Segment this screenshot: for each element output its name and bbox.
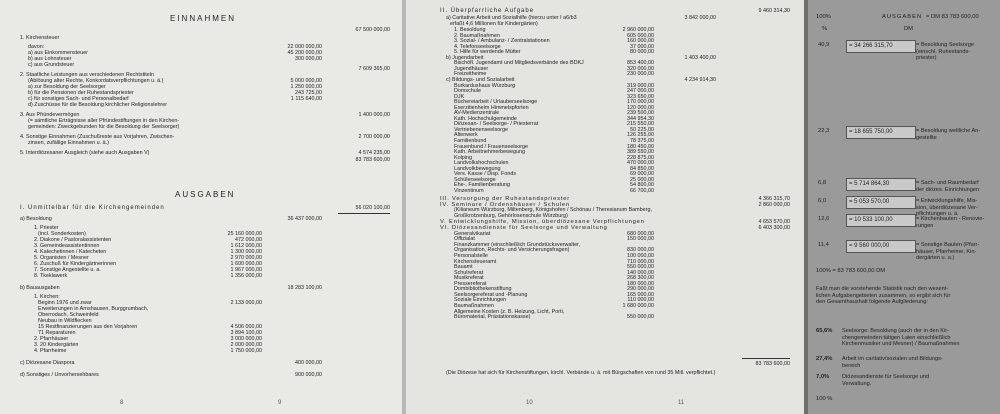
detail-item: Kath. Arbeitnehmerbewegung [454,149,526,156]
summary-intro: Faßt man die vorstehende Statistik nach den wesent- lichen Aufgabengebieten zusammen, so ergibt sich für den Gesamthaushalt folgende Aufgliederung: [816,286,951,306]
section-head-III: III. Versorgung der Ruhestandspriester [440,195,570,202]
detail-item: Exerzitienheim Himmelspforten [454,104,529,111]
detail-item: 2. Baumaßnahmen [454,32,500,39]
expense-line: 1. Priester [34,225,59,231]
detail-item: Jugendhäuser [454,65,489,72]
detail-item: Organisation, Rechts- und Versicherungsfragen) [454,247,570,254]
expense-line: 4. Pfarrheime [34,348,67,354]
income-amount: 300 000,00 [295,56,322,62]
detail-amount: 50 225,00 [630,126,654,133]
expense-amount: 1 300 000,00 [230,249,262,255]
expense-head: I. Unmittelbar für die Kirchengemeinden [20,205,165,211]
detail-item: Vinzentinum [454,187,484,194]
expense-amount: 3 000 000,00 [230,336,262,342]
income-group-total: 1 400 000,00 [358,112,390,118]
detail-item: Seelsorgereferat und -Planung [454,291,528,298]
income-line: (Ablösung alter Rechte, Konkordatsverpflichtungen u. ä.) [28,78,164,84]
detail-item: Domschule [454,88,481,95]
detail-item: Familienbund [454,138,487,144]
detail-amount: 54 800,00 [630,182,654,189]
detail-item: 1. Besoldung [454,27,486,33]
income-line: davon: [28,44,45,50]
detail-amount: 150 000,00 [627,236,654,243]
col-pct: % [822,26,828,32]
share-amount-box: = 5 053 570,00 [846,196,916,209]
page-expense-detail [406,0,804,414]
expense-total: 56 020 100,00 [355,205,390,211]
expense-line: Oberrodach, Schweinfeld [38,312,99,318]
share-label: = Besoldung weltliche An- gestellte [916,128,981,141]
section-head-IV: IV. Seminare / Ordenshäuser / Schulen [440,201,570,208]
detail-amount: 320 000,00 [627,65,654,72]
income-line: a) zur Besoldung der Seelsorger [28,84,106,90]
expense-line: Neubau in Wildflecken [38,318,92,324]
detail-item: Soziale Einrichtungen [454,297,507,304]
detail-item: Frauenbund / Frauenseelsorge [454,143,529,150]
detail-amount: 2 960 000,00 [622,27,654,33]
expense-subtotal: 900 000,00 [295,372,322,378]
expense-line: 2. Diakone / Pastoralassistenten [34,237,112,243]
expense-title: AUSGABEN [175,190,236,199]
detail-amount: 268 300,00 [627,275,654,282]
income-group-total: 4 574 235,00 [358,150,390,156]
detail-amount: 550 000,00 [627,264,654,271]
income-amount: 45 200 000,00 [287,50,322,56]
page-number: 8 [120,400,124,406]
detail-amount: 323 650,00 [627,93,654,100]
share-percent: 11,4 [818,242,829,248]
section-head-VI: VI. Diözesandienste für Seelsorge und Verwaltung [440,225,608,232]
detail-item: Burkardushaus Würzburg [454,82,516,89]
detail-amount: 170 000,00 [627,99,654,106]
income-amount: 243 725,00 [295,90,322,96]
section-IV-detail: Großkrotzenburg, Gehörlosenschule Würzburg) [454,212,568,219]
subsection-b: b) Jugendarbeit [446,54,484,61]
expense-line: 15 Restfinanzierungen aus den Vorjahren [38,324,138,330]
page-summary [808,0,1000,414]
grand-total: 83 783 600,00 [755,361,790,367]
page-number: 10 [526,400,533,406]
expense-line: b) Bauausgaben [20,285,60,291]
detail-amount: 1 680 000,00 [622,302,654,309]
expense-line: 4. Katechetinnen / Katecheten [34,249,107,255]
expense-subtotal: 36 437 000,00 [287,216,322,222]
detail-item: Offizialat [454,236,475,243]
income-group-total: 7 609 365,00 [358,66,390,72]
expense-subtotal: 400 000,00 [295,360,322,366]
detail-amount: 126 255,00 [627,132,654,139]
expense-line: a) Besoldung [20,216,52,222]
expense-line: 3. 20 Kindergärten [34,342,79,348]
detail-amount: 66 700,00 [630,187,654,194]
detail-amount: 853 400,00 [627,60,654,67]
income-title: EINNAHMEN [170,14,237,23]
expense-line: d) Sonstiges / Unvorhersehbares [20,372,99,378]
detail-amount: 247 000,00 [627,88,654,95]
expense-line: 7. Sonstige Angestellte u. a. [34,267,101,273]
detail-item: Personalstelle [454,253,488,259]
sum-rule [742,358,790,359]
income-total: 67 500 000,00 [355,27,390,33]
detail-item: AV-Medienzentrale [454,110,500,117]
detail-amount: 84 850,00 [630,165,654,172]
income-amount: 5 000 000,00 [290,78,322,84]
expense-line: 2. Pfarrhäuser [34,336,69,342]
expense-amount: 1 750 000,00 [230,348,262,354]
income-line: a) aus Einkommensteuer [28,50,88,56]
share-label: = Entwicklungshilfe, Mis- sion, überdiözesane Ver- pflichtungen u. ä. [916,198,978,218]
detail-item: Landvolkshochschulen [454,160,509,167]
detail-amount: 550 000,00 [627,314,654,321]
detail-amount: 470 000,00 [627,160,654,167]
expense-line: c) Diözesane Diaspora [20,360,75,366]
detail-amount: 78 375,00 [630,138,654,144]
expense-amount: 1 967 000,00 [230,267,262,273]
detail-amount: 100 000,00 [627,253,654,259]
detail-amount: 25 000,00 [630,176,654,183]
detail-item: Schulreferat [454,269,484,276]
detail-amount: 228 875,00 [627,154,654,161]
expense-amount: 2 970 000,00 [230,255,262,261]
detail-item: Vers. Kasse / Disp. Fonds [454,171,517,178]
expense-subtotal: 18 283 100,00 [287,285,322,291]
detail-amount: 319 000,00 [627,82,654,89]
expense-amount: 3 894 100,00 [230,330,262,336]
sum-rule [338,213,390,214]
income-amount: 22 000 000,00 [287,44,322,50]
income-amount: 1 250 000,00 [290,84,322,90]
detail-amount: 830 000,00 [627,247,654,254]
income-line: 5. Interdiözesaner Ausgleich (siehe auch Ausgaben V) [20,150,150,156]
expense-amount: 1 612 000,00 [230,243,262,249]
income-line: 2. Staatliche Leistungen aus verschiedenen Rechtstiteln [20,72,154,78]
income-group-total: 83 783 600,00 [355,157,390,163]
detail-item: Musikreferat [454,275,484,282]
detail-item: Freizeitheime [454,71,487,78]
summary-percent: 65,6% [816,328,833,334]
expense-amount: 1 600 000,00 [230,261,262,267]
expense-line: (incl. Sonderkosten) [38,231,86,237]
detail-item: Kolping [454,154,472,161]
section-total-V: 4 653 570,00 [758,219,790,226]
expense-amount: 1 356 000,00 [230,273,262,279]
share-percent: 6,8 [818,180,827,186]
detail-amount: 344 954,30 [627,115,654,122]
summary-percent: 7,0% [816,374,830,380]
share-label: = Sach- und Raumbedarf der diözes. Einrichtungen [916,180,980,193]
detail-amount: 605 000,00 [627,32,654,39]
subsection-a-note: erfaßt 4,6 Millionen für Kindergärten) [450,21,538,27]
section-total-III: 4 366 315,70 [758,195,790,202]
header-pct: 100% [816,14,831,20]
income-line: 3. Aus Pfründevermögen [20,112,80,118]
detail-item: 3. Sozial- / Ambulanz- / Zentralstationen [454,38,550,45]
expense-line: Erweiterungen in Arnshausen, Burggrumbach, [38,306,149,312]
share-percent: 6,0 [818,198,827,204]
detail-item: 4. Telefonseelsorge [454,43,501,50]
section-total-IV: 2 860 000,00 [758,201,790,208]
detail-amount: 230 000,00 [627,71,654,78]
expense-amount: 472 000,00 [235,237,262,243]
expense-line: 71 Reparaturen [38,330,76,336]
share-percent: 22,3 [818,128,830,134]
income-line: gemeinden: Zweckgebunden für die Besoldung der Seelsorger) [28,124,180,130]
page-income-expense [0,0,402,414]
detail-item: Büchereiarbeit / Urlauberseelsorge [454,99,538,106]
detail-amount: 110 000,00 [627,297,654,304]
expense-line: 5. Organisten / Mesner [34,255,89,261]
share-label: = Besoldung Seelsorge (einschl. Ruhestands- priester) [916,42,974,62]
summary-text: Diözesandienste für Seelsorge und Verwaltung. [842,374,930,387]
detail-amount: 710 000,00 [627,258,654,265]
income-line: c) für sonstiges Sach- und Personalbedarf [28,96,129,102]
subsection-c: c) Bildungs- und Sozialarbeit [446,76,515,83]
detail-amount: 680 000,00 [627,230,654,237]
section-head-V: V. Entwicklungshilfe, Mission, überdiözesane Verpflichtungen [440,219,645,226]
detail-item: Generalvikariat [454,230,491,237]
subsection-a: a) Caritative Arbeit und Sozialhilfe (hierzu unter I a6/b3 [446,15,577,21]
detail-item: Bauamt [454,264,473,271]
expense-line: 8. Tkeklawerk [34,273,68,279]
expense-amount: 2 000 000,00 [230,342,262,348]
detail-amount: 120 000,00 [627,104,654,111]
detail-amount: 290 000,00 [627,286,654,293]
expense-line: 1. Kirchen: [34,294,60,300]
detail-amount: 37 000,00 [630,43,654,50]
share-percent: 12,6 [818,216,830,222]
expense-amount: 2 133 000,00 [230,300,262,306]
share-percent: 40,9 [818,42,830,48]
detail-item: Allgemeine Kosten (z. B. Heizung, Licht, Porti, [454,308,565,315]
footnote: (Die Diözese hat sich für Kirchenstiftungen, kirchl. Verbände u. ä. mit Bürgschaften von rund 35 Mill. verpflichtet.) [446,370,716,376]
section-total-VI: 6 403 300,00 [758,225,790,232]
income-line: zinsen, zufällige Einnahmen u. ä.) [28,140,109,146]
subsection-b-total: 1 403 400,00 [684,54,716,61]
detail-amount: 180 000,00 [627,280,654,287]
section-total-II: 9 460 314,30 [758,8,790,14]
detail-item: Vertriebenenseelsorge [454,126,508,133]
page-number: 11 [678,400,685,406]
share-label: = Kirchenbauten - Renovie- rungen [916,216,985,229]
subsection-a-total: 3 842 000,00 [684,15,716,21]
expense-amount: 4 506 000,00 [230,324,262,330]
subsection-c-total: 4 234 914,30 [684,76,716,83]
expense-line: 3. Gemeindeassistentinnen [34,243,100,249]
detail-amount: 160 000,00 [627,38,654,45]
sum-end: 100 % [816,396,833,402]
share-label: = Sonstige Bauten (Pfarr- häuser, Pfarrheime, Kin- dergärten u. a.) [916,242,980,262]
share-amount-box: = 10 533 100,00 [846,214,916,227]
section-IV-detail: (Kilianeum Würzburg, Miltenberg, Königshofen / Schönau / Theresianum Bamberg, [454,207,652,214]
detail-item: Diözesan- / Seelsorge- / Priesterrat [454,121,539,128]
expense-amount: 25 160 000,00 [227,231,262,237]
detail-amount: 215 550,00 [627,121,654,128]
detail-item: 5. Hilfe für werdende Mütter [454,49,521,56]
col-dm: DM [904,26,914,32]
summary-text: Seelsorge: Besoldung (auch der in den Kir- chengemeinden tätigen Laien einschließlich Kirchenmusiker und Mesner) / Baumaßnahmen [842,328,960,348]
detail-amount: 140 000,00 [627,269,654,276]
detail-item: Bischöfl. Jugendamt und Mitgliedsverbände des BDKJ [454,60,584,67]
detail-item: Finanzkammer (einschließlich Grundstücksverwalter, [454,241,581,248]
detail-item: DJK [454,93,465,100]
detail-amount: 80 000,00 [630,49,654,56]
detail-item: Schülerseelsorge [454,176,496,183]
expense-line: 6. Zuschuß für Kindergärtnerinnen [34,261,117,267]
income-line: (= sämtliche Erträgnisse aller Pfründestiftungen in den Kirchen- [28,118,180,124]
detail-item: Büromaterial, Prästationskasse) [454,314,531,321]
detail-item: Baumaßnahmen [454,302,494,309]
share-amount-box: = 34 266 315,70 [846,40,916,53]
detail-amount: 165 000,00 [627,291,654,298]
detail-item: Altenwerk [454,132,478,139]
sum-line: 100% = 83 783 600,00 DM [816,268,886,274]
detail-amount: 239 500,00 [627,110,654,117]
income-group-total: 2 700 000,00 [358,134,390,140]
detail-item: Ehe-, Familienberatung [454,182,511,189]
detail-amount: 69 000,00 [630,171,654,178]
income-line: 4. Sonstige Einnahmen (Zuschußreste aus Vorjahren, Zwischen- [20,134,175,140]
detail-amount: 389 550,00 [627,149,654,156]
summary-text: Arbeit im caritativ/sozialen und Bildungs- bereich [842,356,943,369]
income-line: c) aus Grundsteuer [28,62,75,68]
income-line: b) aus Lohnsteuer [28,56,72,62]
income-amount: 1 115 640,00 [290,96,322,102]
detail-amount: 180 450,00 [627,143,654,150]
detail-item: Kirchensteueramt [454,258,497,265]
expense-line: Beginn 1976 und zwar [38,300,92,306]
page-number: 9 [278,400,282,406]
income-line: d) Zuschüsse für die Besoldung kirchlicher Religionslehrer [28,102,168,108]
share-amount-box: = 18 655 750,00 [846,126,916,139]
detail-item: Landvolkbewegung [454,165,501,172]
header-title: AUSGABEN [882,14,923,20]
header-dm: = DM 83 783 600,00 [926,14,979,20]
income-line: 1. Kirchensteuer [20,35,60,41]
share-amount-box: = 5 714 864,30 [846,178,916,191]
detail-item: Kath. Hochschulgemeinde [454,115,517,122]
share-amount-box: = 9 560 000,00 [846,240,916,253]
summary-percent: 27,4% [816,356,833,362]
section-head-II: II. Überpfarrliche Aufgabe [440,8,535,14]
detail-item: Dombibliothekenstiftung [454,286,512,293]
detail-item: Pressereferat [454,280,487,287]
income-line: b) für die Pensionen der Ruhestandspriester [28,90,134,96]
